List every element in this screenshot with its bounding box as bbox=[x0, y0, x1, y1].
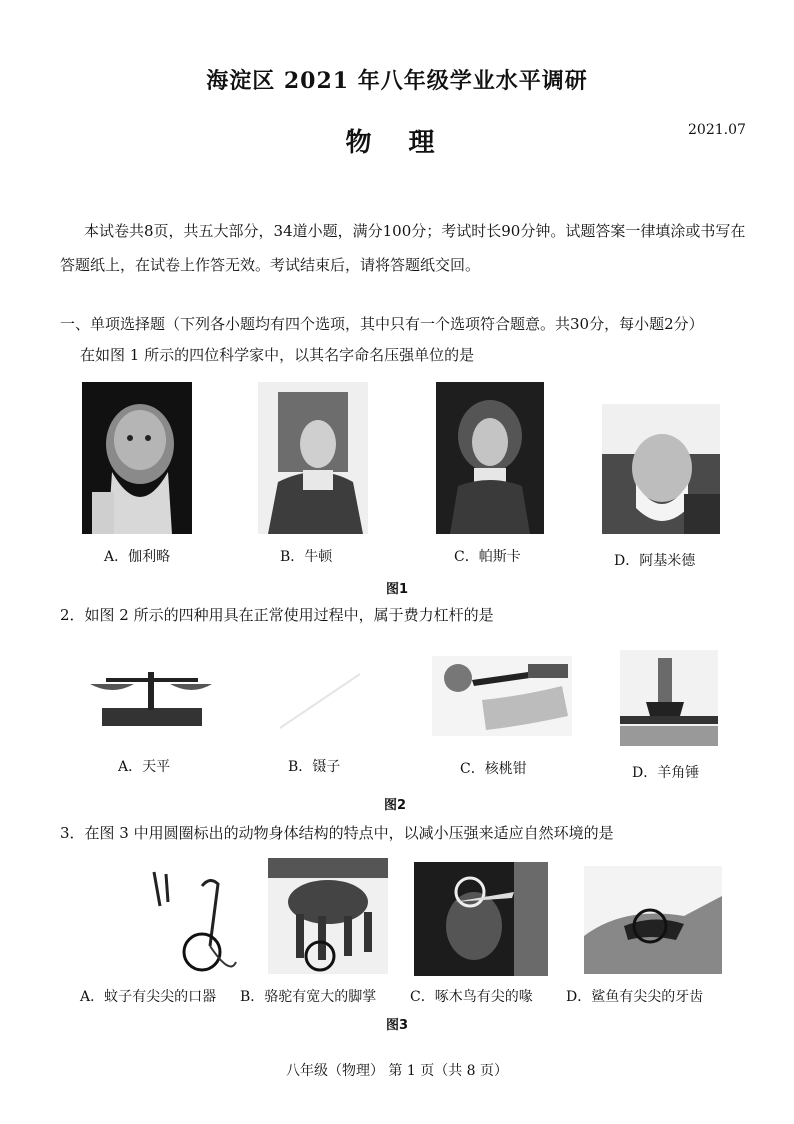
shark-image bbox=[584, 866, 722, 974]
claw-hammer-image bbox=[620, 650, 718, 746]
portrait-archimedes-image bbox=[602, 404, 720, 534]
section-heading: 一、单项选择题（下列各小题均有四个选项，其中只有一个选项符合题意。共30分，每小题2分） bbox=[60, 315, 704, 333]
exam-date: 2021.07 bbox=[688, 122, 746, 138]
q1-option-d: D．阿基米德 bbox=[614, 553, 696, 569]
q1-option-b: B．牛顿 bbox=[280, 549, 333, 565]
exam-title: 海淀区 2021 年八年级学业水平调研 bbox=[206, 68, 588, 94]
q2-option-c: C．核桃钳 bbox=[460, 761, 527, 777]
nutcracker-image bbox=[432, 656, 572, 736]
figure-2-label: 图2 bbox=[384, 798, 407, 813]
q3-option-d: D．鲨鱼有尖尖的牙齿 bbox=[566, 989, 704, 1005]
q3-option-b: B．骆驼有宽大的脚掌 bbox=[240, 989, 377, 1005]
q1-option-c: C．帕斯卡 bbox=[454, 549, 521, 565]
portrait-galileo-image bbox=[82, 382, 192, 534]
tweezers-image bbox=[270, 664, 370, 734]
mosquito-image bbox=[140, 866, 240, 976]
question-3-text: 3．在图 3 中用圆圈标出的动物身体结构的特点中，以减小压强来适应自然环境的是 bbox=[60, 824, 614, 842]
q1-option-a: A．伽利略 bbox=[104, 549, 171, 565]
q3-option-c: C．啄木鸟有尖的喙 bbox=[410, 989, 533, 1005]
exam-instructions: 本试卷共8页，共五大部分，34道小题，满分100分；考试时长90分钟。试题答案一律填涂或书写在答题纸上，在试卷上作答无效。考试结束后，请将答题纸交回。 bbox=[60, 222, 746, 274]
page-footer: 八年级（物理） 第 1 页（共 8 页） bbox=[285, 1063, 509, 1079]
question-1-text: 在如图 1 所示的四位科学家中，以其名字命名压强单位的是 bbox=[80, 346, 475, 364]
portrait-pascal-image bbox=[436, 382, 544, 534]
subject-title: 物 理 bbox=[345, 128, 449, 158]
camel-image bbox=[268, 858, 388, 974]
q2-option-a: A．天平 bbox=[118, 759, 171, 775]
q2-option-d: D．羊角锤 bbox=[632, 765, 700, 781]
portrait-newton-image bbox=[258, 382, 368, 534]
balance-scale-image bbox=[86, 664, 216, 730]
woodpecker-image bbox=[414, 862, 548, 976]
figure-3-label: 图3 bbox=[386, 1018, 409, 1033]
q2-option-b: B．镊子 bbox=[288, 759, 341, 775]
q3-option-a: A．蚊子有尖尖的口器 bbox=[80, 989, 217, 1005]
figure-1-label: 图1 bbox=[386, 582, 409, 597]
question-2-text: 2．如图 2 所示的四种用具在正常使用过程中，属于费力杠杆的是 bbox=[60, 606, 494, 624]
